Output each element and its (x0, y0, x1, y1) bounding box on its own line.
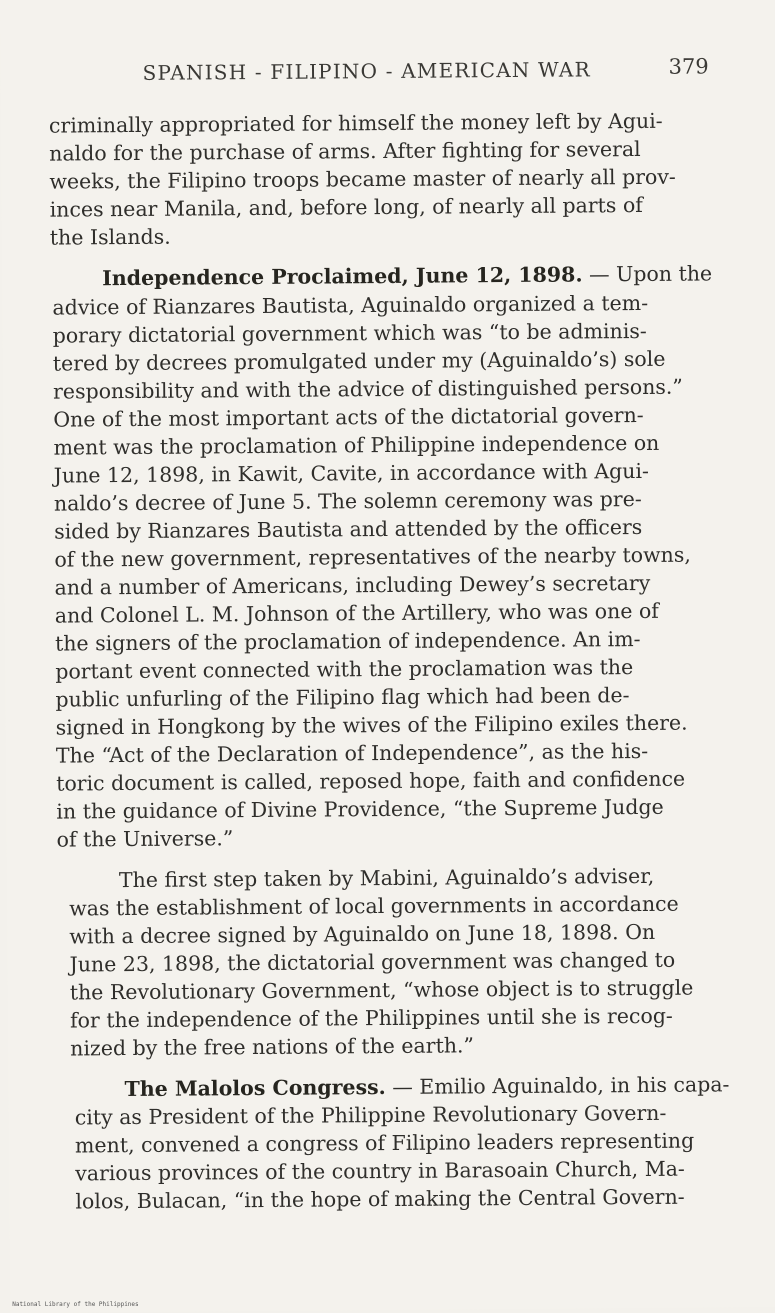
text-line: various provinces of the country in Barasoain Church, Ma- (75, 1156, 685, 1186)
text-line: in the guidance of Divine Providence, “the Supreme Judge (56, 794, 664, 824)
text-line: was the establishment of local governments in accordance (69, 891, 679, 921)
text-line: lolos, Bulacan, “in the hope of making the Central Govern- (75, 1184, 685, 1214)
text-line: sided by Rianzares Bautista and attended by the officers (54, 514, 643, 544)
text-line: toric document is called, reposed hope, faith and confidence (56, 766, 686, 796)
page-number: 379 (668, 54, 709, 79)
text-line: June 12, 1898, in Kawit, Cavite, in accordance with Agui- (53, 458, 650, 488)
text-line: nized by the free nations of the earth.” (70, 1033, 475, 1061)
text-line: with a decree signed by Aguinaldo on June 18, 1898. On (69, 919, 656, 949)
heading-line-rest: — Upon the (582, 261, 713, 287)
text-line: city as President of the Philippine Revolutionary Govern- (74, 1100, 667, 1130)
text-line: responsibility and with the advice of distinguished persons.” (52, 374, 683, 404)
text-line: One of the most important acts of the dictatorial govern- (53, 402, 644, 432)
running-title: SPANISH - FILIPINO - AMERICAN WAR (142, 57, 591, 85)
text-line: ment, convened a congress of Filipino leaders representing (74, 1128, 695, 1158)
text-line: naldo’s decree of June 5. The solemn ceremony was pre- (53, 486, 642, 516)
library-credit: National Library of the Philippines (12, 1300, 139, 1308)
text-line: inces near Manila, and, before long, of nearly all parts of (49, 192, 643, 222)
text-line: signed in Hongkong by the wives of the Filipino exiles there. (55, 710, 688, 740)
text-line: the Islands. (49, 224, 171, 250)
text-line: weeks, the Filipino troops became master of nearly all prov- (49, 164, 676, 194)
text-line: tered by decrees promulgated under my (Aguinaldo’s) sole (52, 346, 666, 376)
text-line (124, 1071, 729, 1103)
text-line: portant event connected with the proclamation was the (55, 655, 634, 684)
text-line: ment was the proclamation of Philippine independence on (53, 430, 660, 460)
text-line: and Colonel L. M. Johnson of the Artillery, who was one of (54, 598, 659, 628)
text-line: The “Act of the Declaration of Independence”, as the his- (55, 738, 649, 768)
text-line: porary dictatorial government which was “to be adminis- (52, 318, 647, 348)
text-line: of the Universe.” (56, 826, 234, 852)
text-line: the Revolutionary Government, “whose object is to struggle (69, 975, 694, 1005)
text-line: public unfurling of the Filipino flag which had been de- (55, 683, 630, 712)
text-line: June 23, 1898, the dictatorial government was changed to (69, 947, 676, 977)
text-line: for the independence of the Philippines until she is recog- (69, 1003, 673, 1033)
text-line: of the new government, representatives of the nearby towns, (54, 542, 691, 572)
text-line: advice of Rianzares Bautista, Aguinaldo organized a tem- (52, 290, 649, 320)
text-line: The first step taken by Mabini, Aguinaldo’s adviser, (118, 863, 655, 893)
text-line: and a number of Americans, including Dewey’s secretary (54, 570, 651, 600)
section-heading-independence-proclaimed: Independence Proclaimed, June 12, 1898. (102, 262, 583, 291)
text-line (102, 260, 712, 292)
text-line: criminally appropriated for himself the money left by Agui- (48, 108, 663, 138)
text-line: naldo for the purchase of arms. After fighting for several (49, 136, 641, 166)
text-line: the signers of the proclamation of independence. An im- (54, 626, 641, 656)
section-heading-malolos-congress: The Malolos Congress. (124, 1075, 386, 1102)
running-head (0, 56, 775, 94)
heading-line-rest: — Emilio Aguinaldo, in his capa- (385, 1072, 730, 1100)
